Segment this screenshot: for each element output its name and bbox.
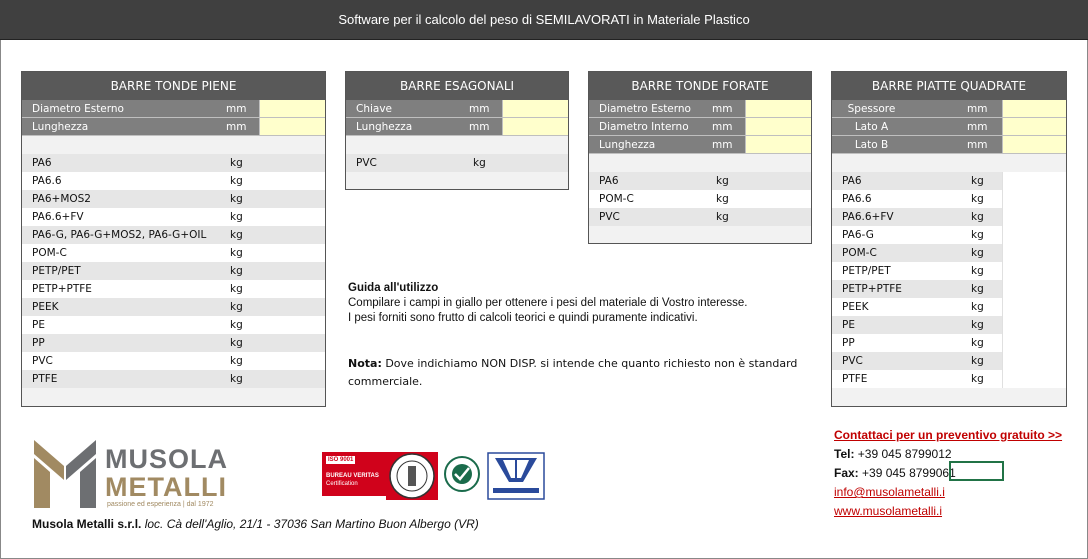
spacer-row [346, 136, 568, 154]
input-row-lunghezza [346, 118, 568, 136]
logo-tagline: passione ed esperienza | dal 1972 [107, 501, 214, 508]
logo-word-1: MUSOLA [105, 444, 228, 474]
output-row [832, 244, 1066, 262]
lunghezza-input[interactable] [745, 136, 811, 153]
cert-label: Certification [326, 481, 358, 487]
input-label: Diametro Esterno [599, 102, 691, 115]
unit-label: kg [971, 175, 984, 187]
weight-result-cell[interactable] [1002, 280, 1066, 298]
company-name: Musola Metalli s.r.l. [32, 517, 142, 531]
company-address [32, 517, 479, 531]
output-row [346, 154, 568, 172]
weight-result-cell[interactable] [1002, 208, 1066, 226]
spacer-row [832, 154, 1066, 172]
unit-label: kg [971, 193, 984, 205]
lunghezza-input[interactable] [502, 118, 568, 135]
spessore-input[interactable] [1002, 100, 1066, 117]
unit-label: kg [971, 319, 984, 331]
input-label: Spessore [847, 102, 896, 115]
material-label: PTFE [32, 373, 58, 385]
panel-header: BARRE ESAGONALI [346, 72, 568, 100]
input-label: Lato A [854, 120, 889, 133]
fax-label: Fax: [834, 466, 859, 480]
panel-barre-tonde-piene [21, 71, 326, 407]
panel-header: BARRE TONDE FORATE [589, 72, 811, 100]
website-link[interactable]: www.musolametalli.i [834, 504, 943, 518]
input-row-chiave [346, 100, 568, 118]
output-row [832, 208, 1066, 226]
output-row [832, 370, 1066, 388]
output-row [589, 208, 811, 226]
unit-label: mm [469, 120, 490, 133]
panel-barre-tonde-forate [588, 71, 812, 244]
output-row [832, 352, 1066, 370]
material-label: PA6.6+FV [842, 211, 894, 223]
unit-label: kg [716, 193, 729, 205]
input-row-diametro-interno [589, 118, 811, 136]
unit-label: kg [971, 301, 984, 313]
quote-request-link[interactable]: Contattaci per un preventivo gratuito >> [834, 428, 1063, 442]
input-label: Lato B [854, 138, 889, 151]
unit-label: kg [230, 193, 243, 205]
material-label: PP [842, 337, 855, 349]
material-label: PA6.6+FV [32, 211, 84, 223]
unit-label: kg [230, 283, 243, 295]
input-row-lunghezza [589, 136, 811, 154]
iso-label: ISO 9001 [328, 457, 354, 463]
output-row [832, 280, 1066, 298]
material-label: POM-C [599, 193, 634, 205]
unit-label: kg [230, 373, 243, 385]
unit-label: kg [230, 247, 243, 259]
output-row [832, 334, 1066, 352]
bureau-veritas-seal-icon [386, 452, 438, 500]
output-row [832, 190, 1066, 208]
unit-label: mm [469, 102, 490, 115]
material-label: POM-C [32, 247, 67, 259]
material-label: PEEK [32, 301, 59, 313]
note-text: Dove indichiamo NON DISP. si intende che quanto richiesto non è standard commerciale. [348, 357, 798, 388]
input-row-lunghezza [22, 118, 325, 136]
output-row [832, 262, 1066, 280]
weight-result-cell[interactable] [1002, 262, 1066, 280]
unit-label: kg [230, 229, 243, 241]
material-label: PA6-G [842, 229, 874, 241]
material-label: PA6 [599, 175, 619, 187]
output-row [22, 244, 325, 262]
input-label: Diametro Interno [599, 120, 689, 133]
input-row-lato-a [832, 118, 1066, 136]
input-label: Diametro Esterno [32, 102, 124, 115]
material-label: PETP/PET [842, 265, 891, 277]
unit-label: kg [971, 337, 984, 349]
usage-guide [348, 281, 808, 326]
guide-title: Guida all'utilizzo [348, 282, 439, 294]
output-row [22, 370, 325, 388]
unit-label: kg [230, 301, 243, 313]
unit-label: kg [971, 265, 984, 277]
unit-label: mm [967, 138, 988, 151]
material-label: PTFE [842, 373, 868, 385]
note [348, 355, 818, 391]
material-label: PA6-G, PA6-G+MOS2, PA6-G+OIL [32, 229, 207, 241]
weight-result-cell[interactable] [1002, 172, 1066, 190]
output-row [22, 190, 325, 208]
unit-label: mm [226, 102, 247, 115]
output-row [22, 334, 325, 352]
material-label: POM-C [842, 247, 877, 259]
input-label: Chiave [356, 102, 393, 115]
fax-number: +39 045 8799061 [858, 466, 956, 480]
input-label: Lunghezza [599, 138, 656, 151]
unit-label: kg [716, 211, 729, 223]
material-label: PA6+MOS2 [32, 193, 91, 205]
unit-label: kg [230, 157, 243, 169]
lato-b-input[interactable] [1002, 136, 1066, 153]
email-link[interactable]: info@musolametalli.i [834, 485, 945, 499]
unit-label: kg [971, 211, 984, 223]
input-label: Lunghezza [356, 120, 413, 133]
panel-header: BARRE PIATTE QUADRATE [832, 72, 1066, 100]
input-row-diametro-esterno [589, 100, 811, 118]
output-row [22, 352, 325, 370]
weight-result-cell[interactable] [1002, 298, 1066, 316]
unit-label: kg [971, 373, 984, 385]
material-label: PVC [32, 355, 53, 367]
unit-label: mm [712, 120, 733, 133]
output-row [22, 298, 325, 316]
panel-header: BARRE TONDE PIENE [22, 72, 325, 100]
spacer-row [22, 136, 325, 154]
input-row-diametro-esterno [22, 100, 325, 118]
material-label: PA6.6 [32, 175, 62, 187]
weight-result-cell[interactable] [1002, 244, 1066, 262]
unit-label: kg [971, 355, 984, 367]
unit-label: kg [473, 157, 486, 169]
unit-label: kg [230, 337, 243, 349]
output-row [589, 172, 811, 190]
output-row [832, 316, 1066, 334]
accredia-logo-icon [444, 452, 480, 496]
unit-label: mm [967, 102, 988, 115]
input-row-lato-b [832, 136, 1066, 154]
weight-result-cell[interactable] [1002, 370, 1066, 388]
tel-label: Tel: [834, 447, 855, 461]
lato-a-input[interactable] [1002, 118, 1066, 135]
material-label: PETP/PET [32, 265, 81, 277]
weight-result-cell[interactable] [1002, 226, 1066, 244]
unit-label: kg [230, 175, 243, 187]
company-location: loc. Cà dell'Aglio, 21/1 - 37036 San Martino Buon Albergo (VR) [141, 517, 479, 531]
output-row [832, 172, 1066, 190]
unit-label: mm [226, 120, 247, 133]
unit-label: kg [971, 247, 984, 259]
spacer-row [589, 154, 811, 172]
chiave-input[interactable] [502, 100, 568, 117]
material-label: PEEK [842, 301, 869, 313]
unit-label: mm [967, 120, 988, 133]
material-label: PE [842, 319, 855, 331]
output-row [22, 280, 325, 298]
unit-label: kg [230, 355, 243, 367]
unit-label: kg [971, 283, 984, 295]
output-row [22, 226, 325, 244]
guide-line-1: Compilare i campi in giallo per ottenere i pesi del materiale di Vostro interesse. [348, 297, 748, 309]
window-title: Software per il calcolo del peso di SEMILAVORATI in Materiale Plastico [0, 0, 1088, 40]
material-label: PVC [599, 211, 620, 223]
output-row [22, 262, 325, 280]
company-logo [30, 436, 245, 512]
weight-result-cell[interactable] [1002, 316, 1066, 334]
output-row [22, 316, 325, 334]
material-label: PETP+PTFE [32, 283, 92, 295]
bv-label: BUREAU VERITAS [326, 473, 379, 479]
unit-label: kg [230, 265, 243, 277]
selected-cell[interactable] [949, 461, 1004, 481]
material-label: PE [32, 319, 45, 331]
panel-barre-piatte-quadrate [831, 71, 1067, 407]
diametro-esterno-input[interactable] [259, 100, 325, 117]
lunghezza-input[interactable] [259, 118, 325, 135]
output-row [22, 172, 325, 190]
unit-label: kg [971, 229, 984, 241]
weight-result-cell[interactable] [1002, 190, 1066, 208]
output-row [832, 226, 1066, 244]
output-row [22, 208, 325, 226]
material-label: PVC [356, 157, 377, 169]
unit-label: kg [716, 175, 729, 187]
iso-certification-badge [322, 452, 390, 496]
guide-line-2: I pesi forniti sono frutto di calcoli teorici e quindi puramente indicativi. [348, 312, 698, 324]
diametro-esterno-input[interactable] [745, 100, 811, 117]
material-label: PP [32, 337, 45, 349]
material-label: PA6 [842, 175, 862, 187]
logo-mark-icon [30, 436, 100, 512]
weight-result-cell[interactable] [1002, 334, 1066, 352]
material-label: PA6.6 [842, 193, 872, 205]
panel-barre-esagonali [345, 71, 569, 190]
diametro-interno-input[interactable] [745, 118, 811, 135]
unit-label: mm [712, 138, 733, 151]
tel-number: +39 045 8799012 [854, 447, 952, 461]
weight-result-cell[interactable] [1002, 352, 1066, 370]
material-label: PETP+PTFE [842, 283, 902, 295]
unit-label: kg [230, 211, 243, 223]
output-row [832, 298, 1066, 316]
material-label: PVC [842, 355, 863, 367]
note-label: Nota: [348, 357, 382, 370]
input-label: Lunghezza [32, 120, 89, 133]
unit-label: kg [230, 319, 243, 331]
output-row [22, 154, 325, 172]
logo-word-2: METALLI [105, 472, 227, 502]
unit-label: mm [712, 102, 733, 115]
output-row [589, 190, 811, 208]
material-label: PA6 [32, 157, 52, 169]
certification-mark-icon [487, 452, 545, 500]
input-row-spessore [832, 100, 1066, 118]
